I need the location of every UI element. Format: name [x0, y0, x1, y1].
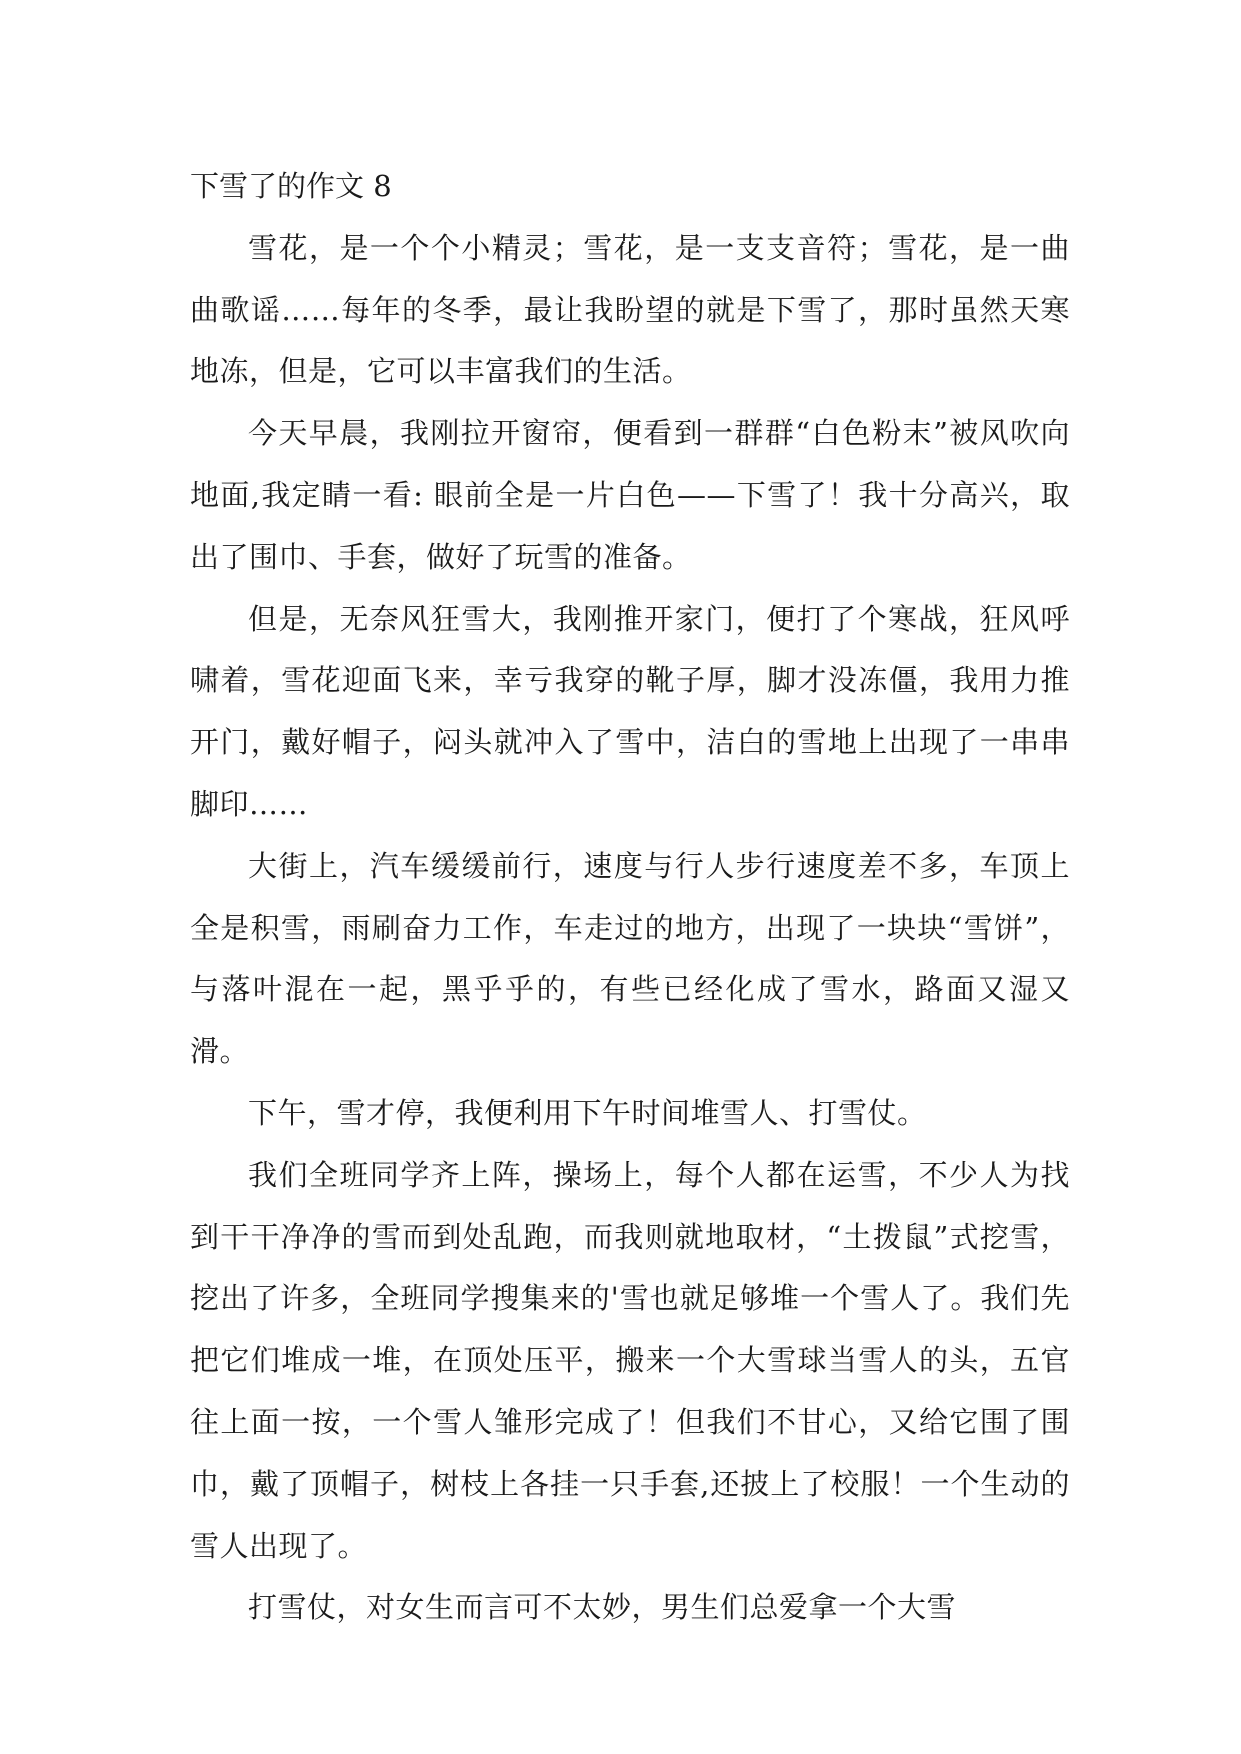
paragraph-7: 打雪仗，对女生而言可不太妙，男生们总爱拿一个大雪: [248, 1590, 957, 1625]
paragraph-6: 我们全班同学齐上阵，操场上，每个人都在运雪，不少人为找到干干净净的雪而到处乱跑，而我则就地取材，“土拨鼠”式挖雪，挖出了许多，全班同学搜集来的'雪也就足够堆一个雪人了。我们先把它们堆成一堆，在顶处压平，搬来一个大雪球当雪人的头，五官往上面一按，一个雪人雏形完成了！但我们不甘心，又给它围了围巾，戴了顶帽子，树枝上各挂一只手套,还披上了校服！一个生动的雪人出现了。: [190, 1157, 1070, 1563]
paragraph-1: 雪花，是一个个小精灵；雪花，是一支支音符；雪花，是一曲曲歌谣……每年的冬季，最让我盼望的就是下雪了，那时虽然天寒地冻，但是，它可以丰富我们的生活。: [190, 230, 1070, 389]
paragraph-2: 今天早晨，我刚拉开窗帘，便看到一群群“白色粉末”被风吹向地面,我定睛一看: 眼前全是一片白色——下雪了！我十分高兴，取出了围巾、手套，做好了玩雪的准备。: [190, 416, 1070, 574]
document-body: [190, 156, 1070, 1639]
paragraph-3: 但是，无奈风狂雪大，我刚推开家门，便打了个寒战，狂风呼啸着，雪花迎面飞来，幸亏我穿的靴子厚，脚才没冻僵，我用力推开门，戴好帽子，闷头就冲入了雪中，洁白的雪地上出现了一串串脚印……: [190, 601, 1070, 821]
paragraph-5: 下午，雪才停，我便利用下午时间堆雪人、打雪仗。: [248, 1095, 927, 1130]
paragraph-4: 大街上，汽车缓缓前行，速度与行人步行速度差不多，车顶上全是积雪，雨刷奋力工作，车走过的地方，出现了一块块“雪饼”，与落叶混在一起，黑乎乎的，有些已经化成了雪水，路面又湿又滑。: [190, 848, 1070, 1069]
essay-title: 下雪了的作文 8: [190, 169, 392, 203]
